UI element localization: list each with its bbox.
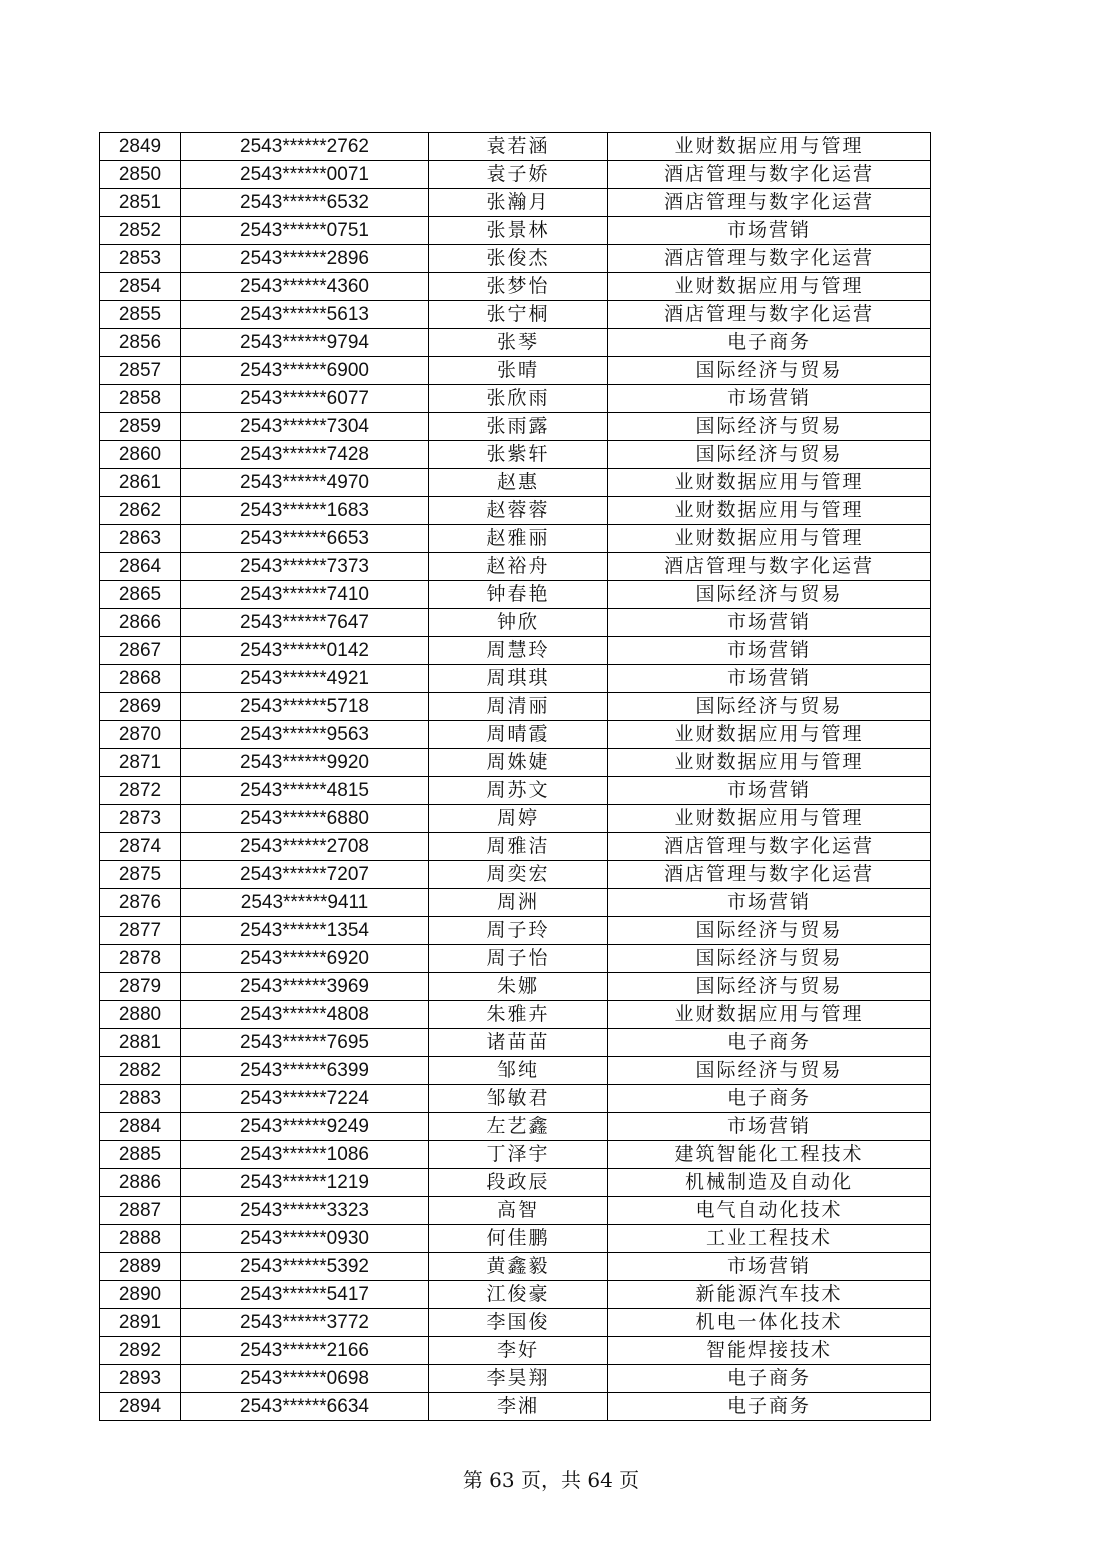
student-name-cell: 张晴 bbox=[429, 357, 608, 385]
masked-id-cell: 2543******7207 bbox=[181, 861, 429, 889]
major-cell: 国际经济与贸易 bbox=[608, 945, 931, 973]
masked-id-cell: 2543******6880 bbox=[181, 805, 429, 833]
masked-id-cell: 2543******5613 bbox=[181, 301, 429, 329]
table-row bbox=[100, 497, 931, 525]
masked-id-cell: 2543******7373 bbox=[181, 553, 429, 581]
row-number-cell: 2860 bbox=[100, 441, 181, 469]
row-number-cell: 2872 bbox=[100, 777, 181, 805]
table-row bbox=[100, 777, 931, 805]
student-name-cell: 周清丽 bbox=[429, 693, 608, 721]
table-row bbox=[100, 329, 931, 357]
row-number-cell: 2857 bbox=[100, 357, 181, 385]
masked-id-cell: 2543******1086 bbox=[181, 1141, 429, 1169]
masked-id-cell: 2543******4815 bbox=[181, 777, 429, 805]
student-name-cell: 左艺鑫 bbox=[429, 1113, 608, 1141]
table-row bbox=[100, 133, 931, 161]
masked-id-cell: 2543******2166 bbox=[181, 1337, 429, 1365]
row-number-cell: 2877 bbox=[100, 917, 181, 945]
row-number-cell: 2859 bbox=[100, 413, 181, 441]
masked-id-cell: 2543******1354 bbox=[181, 917, 429, 945]
page-number-footer: 第 63 页，共 64 页 bbox=[462, 1468, 640, 1492]
masked-id-cell: 2543******6399 bbox=[181, 1057, 429, 1085]
student-name-cell: 周苏文 bbox=[429, 777, 608, 805]
major-cell: 市场营销 bbox=[608, 1113, 931, 1141]
table-row bbox=[100, 1253, 931, 1281]
row-number-cell: 2879 bbox=[100, 973, 181, 1001]
major-cell: 业财数据应用与管理 bbox=[608, 721, 931, 749]
masked-id-cell: 2543******0698 bbox=[181, 1365, 429, 1393]
row-number-cell: 2852 bbox=[100, 217, 181, 245]
table-row bbox=[100, 945, 931, 973]
row-number-cell: 2891 bbox=[100, 1309, 181, 1337]
major-cell: 机械制造及自动化 bbox=[608, 1169, 931, 1197]
masked-id-cell: 2543******2762 bbox=[181, 133, 429, 161]
masked-id-cell: 2543******9794 bbox=[181, 329, 429, 357]
masked-id-cell: 2543******4970 bbox=[181, 469, 429, 497]
student-name-cell: 张瀚月 bbox=[429, 189, 608, 217]
table-row bbox=[100, 665, 931, 693]
masked-id-cell: 2543******4360 bbox=[181, 273, 429, 301]
student-name-cell: 张梦怡 bbox=[429, 273, 608, 301]
table-row bbox=[100, 1029, 931, 1057]
masked-id-cell: 2543******9249 bbox=[181, 1113, 429, 1141]
major-cell: 业财数据应用与管理 bbox=[608, 805, 931, 833]
table-row bbox=[100, 1337, 931, 1365]
major-cell: 市场营销 bbox=[608, 889, 931, 917]
student-name-cell: 张雨露 bbox=[429, 413, 608, 441]
masked-id-cell: 2543******0071 bbox=[181, 161, 429, 189]
student-name-cell: 钟欣 bbox=[429, 609, 608, 637]
major-cell: 国际经济与贸易 bbox=[608, 973, 931, 1001]
table-row bbox=[100, 889, 931, 917]
student-name-cell: 黄鑫毅 bbox=[429, 1253, 608, 1281]
major-cell: 电气自动化技术 bbox=[608, 1197, 931, 1225]
student-name-cell: 周姝婕 bbox=[429, 749, 608, 777]
table-row bbox=[100, 833, 931, 861]
masked-id-cell: 2543******0751 bbox=[181, 217, 429, 245]
major-cell: 酒店管理与数字化运营 bbox=[608, 245, 931, 273]
row-number-cell: 2890 bbox=[100, 1281, 181, 1309]
student-name-cell: 邹纯 bbox=[429, 1057, 608, 1085]
table-row bbox=[100, 1141, 931, 1169]
row-number-cell: 2856 bbox=[100, 329, 181, 357]
row-number-cell: 2881 bbox=[100, 1029, 181, 1057]
major-cell: 业财数据应用与管理 bbox=[608, 497, 931, 525]
row-number-cell: 2866 bbox=[100, 609, 181, 637]
row-number-cell: 2893 bbox=[100, 1365, 181, 1393]
row-number-cell: 2854 bbox=[100, 273, 181, 301]
table-row bbox=[100, 385, 931, 413]
student-name-cell: 丁泽宇 bbox=[429, 1141, 608, 1169]
table-row bbox=[100, 749, 931, 777]
student-name-cell: 周洲 bbox=[429, 889, 608, 917]
masked-id-cell: 2543******3772 bbox=[181, 1309, 429, 1337]
row-number-cell: 2871 bbox=[100, 749, 181, 777]
table-row bbox=[100, 161, 931, 189]
row-number-cell: 2858 bbox=[100, 385, 181, 413]
major-cell: 国际经济与贸易 bbox=[608, 1057, 931, 1085]
major-cell: 新能源汽车技术 bbox=[608, 1281, 931, 1309]
table-row bbox=[100, 553, 931, 581]
student-name-cell: 周雅洁 bbox=[429, 833, 608, 861]
major-cell: 建筑智能化工程技术 bbox=[608, 1141, 931, 1169]
masked-id-cell: 2543******7428 bbox=[181, 441, 429, 469]
student-name-cell: 李国俊 bbox=[429, 1309, 608, 1337]
student-name-cell: 邹敏君 bbox=[429, 1085, 608, 1113]
row-number-cell: 2883 bbox=[100, 1085, 181, 1113]
table-row bbox=[100, 581, 931, 609]
roster-table-body bbox=[100, 133, 931, 1421]
student-name-cell: 张景林 bbox=[429, 217, 608, 245]
student-name-cell: 朱娜 bbox=[429, 973, 608, 1001]
student-name-cell: 赵蓉蓉 bbox=[429, 497, 608, 525]
masked-id-cell: 2543******6077 bbox=[181, 385, 429, 413]
row-number-cell: 2884 bbox=[100, 1113, 181, 1141]
masked-id-cell: 2543******6634 bbox=[181, 1393, 429, 1421]
table-row bbox=[100, 693, 931, 721]
masked-id-cell: 2543******7224 bbox=[181, 1085, 429, 1113]
row-number-cell: 2875 bbox=[100, 861, 181, 889]
masked-id-cell: 2543******6532 bbox=[181, 189, 429, 217]
row-number-cell: 2894 bbox=[100, 1393, 181, 1421]
major-cell: 酒店管理与数字化运营 bbox=[608, 301, 931, 329]
student-name-cell: 张宁桐 bbox=[429, 301, 608, 329]
major-cell: 业财数据应用与管理 bbox=[608, 525, 931, 553]
major-cell: 国际经济与贸易 bbox=[608, 917, 931, 945]
row-number-cell: 2861 bbox=[100, 469, 181, 497]
table-row bbox=[100, 441, 931, 469]
row-number-cell: 2865 bbox=[100, 581, 181, 609]
student-name-cell: 朱雅卉 bbox=[429, 1001, 608, 1029]
major-cell: 工业工程技术 bbox=[608, 1225, 931, 1253]
major-cell: 国际经济与贸易 bbox=[608, 693, 931, 721]
table-row bbox=[100, 1085, 931, 1113]
major-cell: 国际经济与贸易 bbox=[608, 581, 931, 609]
row-number-cell: 2880 bbox=[100, 1001, 181, 1029]
major-cell: 智能焊接技术 bbox=[608, 1337, 931, 1365]
table-row bbox=[100, 637, 931, 665]
student-name-cell: 张俊杰 bbox=[429, 245, 608, 273]
row-number-cell: 2882 bbox=[100, 1057, 181, 1085]
major-cell: 电子商务 bbox=[608, 1029, 931, 1057]
table-row bbox=[100, 917, 931, 945]
row-number-cell: 2855 bbox=[100, 301, 181, 329]
student-name-cell: 李昊翔 bbox=[429, 1365, 608, 1393]
student-name-cell: 袁若涵 bbox=[429, 133, 608, 161]
table-row bbox=[100, 1225, 931, 1253]
student-name-cell: 张欣雨 bbox=[429, 385, 608, 413]
table-row bbox=[100, 189, 931, 217]
table-row bbox=[100, 301, 931, 329]
row-number-cell: 2892 bbox=[100, 1337, 181, 1365]
row-number-cell: 2868 bbox=[100, 665, 181, 693]
row-number-cell: 2853 bbox=[100, 245, 181, 273]
student-name-cell: 周子玲 bbox=[429, 917, 608, 945]
masked-id-cell: 2543******3969 bbox=[181, 973, 429, 1001]
masked-id-cell: 2543******0142 bbox=[181, 637, 429, 665]
masked-id-cell: 2543******5417 bbox=[181, 1281, 429, 1309]
major-cell: 国际经济与贸易 bbox=[608, 413, 931, 441]
major-cell: 市场营销 bbox=[608, 385, 931, 413]
table-row bbox=[100, 1281, 931, 1309]
masked-id-cell: 2543******2896 bbox=[181, 245, 429, 273]
major-cell: 市场营销 bbox=[608, 777, 931, 805]
row-number-cell: 2850 bbox=[100, 161, 181, 189]
row-number-cell: 2862 bbox=[100, 497, 181, 525]
row-number-cell: 2886 bbox=[100, 1169, 181, 1197]
table-row bbox=[100, 273, 931, 301]
major-cell: 机电一体化技术 bbox=[608, 1309, 931, 1337]
major-cell: 国际经济与贸易 bbox=[608, 441, 931, 469]
table-row bbox=[100, 1113, 931, 1141]
row-number-cell: 2849 bbox=[100, 133, 181, 161]
masked-id-cell: 2543******9920 bbox=[181, 749, 429, 777]
row-number-cell: 2889 bbox=[100, 1253, 181, 1281]
student-name-cell: 江俊豪 bbox=[429, 1281, 608, 1309]
masked-id-cell: 2543******4808 bbox=[181, 1001, 429, 1029]
student-name-cell: 诸苗苗 bbox=[429, 1029, 608, 1057]
student-name-cell: 李湘 bbox=[429, 1393, 608, 1421]
table-row bbox=[100, 1057, 931, 1085]
table-row bbox=[100, 469, 931, 497]
masked-id-cell: 2543******1219 bbox=[181, 1169, 429, 1197]
table-row bbox=[100, 1197, 931, 1225]
table-row bbox=[100, 1393, 931, 1421]
major-cell: 酒店管理与数字化运营 bbox=[608, 861, 931, 889]
student-name-cell: 赵惠 bbox=[429, 469, 608, 497]
masked-id-cell: 2543******2708 bbox=[181, 833, 429, 861]
major-cell: 电子商务 bbox=[608, 1365, 931, 1393]
masked-id-cell: 2543******5718 bbox=[181, 693, 429, 721]
row-number-cell: 2863 bbox=[100, 525, 181, 553]
major-cell: 业财数据应用与管理 bbox=[608, 133, 931, 161]
masked-id-cell: 2543******7410 bbox=[181, 581, 429, 609]
major-cell: 市场营销 bbox=[608, 665, 931, 693]
masked-id-cell: 2543******3323 bbox=[181, 1197, 429, 1225]
student-name-cell: 李好 bbox=[429, 1337, 608, 1365]
table-row bbox=[100, 609, 931, 637]
major-cell: 酒店管理与数字化运营 bbox=[608, 161, 931, 189]
major-cell: 业财数据应用与管理 bbox=[608, 273, 931, 301]
table-row bbox=[100, 1309, 931, 1337]
masked-id-cell: 2543******5392 bbox=[181, 1253, 429, 1281]
major-cell: 国际经济与贸易 bbox=[608, 357, 931, 385]
student-name-cell: 高智 bbox=[429, 1197, 608, 1225]
major-cell: 酒店管理与数字化运营 bbox=[608, 189, 931, 217]
student-name-cell: 周慧玲 bbox=[429, 637, 608, 665]
table-row bbox=[100, 973, 931, 1001]
row-number-cell: 2887 bbox=[100, 1197, 181, 1225]
masked-id-cell: 2543******1683 bbox=[181, 497, 429, 525]
major-cell: 市场营销 bbox=[608, 637, 931, 665]
row-number-cell: 2864 bbox=[100, 553, 181, 581]
major-cell: 市场营销 bbox=[608, 217, 931, 245]
table-row bbox=[100, 1365, 931, 1393]
student-name-cell: 周婷 bbox=[429, 805, 608, 833]
student-name-cell: 赵裕舟 bbox=[429, 553, 608, 581]
masked-id-cell: 2543******7647 bbox=[181, 609, 429, 637]
row-number-cell: 2874 bbox=[100, 833, 181, 861]
table-row bbox=[100, 217, 931, 245]
student-name-cell: 钟春艳 bbox=[429, 581, 608, 609]
major-cell: 酒店管理与数字化运营 bbox=[608, 553, 931, 581]
table-row bbox=[100, 805, 931, 833]
masked-id-cell: 2543******9563 bbox=[181, 721, 429, 749]
table-row bbox=[100, 1169, 931, 1197]
major-cell: 市场营销 bbox=[608, 609, 931, 637]
row-number-cell: 2870 bbox=[100, 721, 181, 749]
table-row bbox=[100, 357, 931, 385]
student-name-cell: 段政辰 bbox=[429, 1169, 608, 1197]
major-cell: 业财数据应用与管理 bbox=[608, 749, 931, 777]
student-name-cell: 张琴 bbox=[429, 329, 608, 357]
table-row bbox=[100, 721, 931, 749]
student-name-cell: 张紫轩 bbox=[429, 441, 608, 469]
major-cell: 市场营销 bbox=[608, 1253, 931, 1281]
masked-id-cell: 2543******7304 bbox=[181, 413, 429, 441]
masked-id-cell: 2543******0930 bbox=[181, 1225, 429, 1253]
table-row bbox=[100, 861, 931, 889]
student-roster-table bbox=[99, 132, 931, 1421]
student-name-cell: 赵雅丽 bbox=[429, 525, 608, 553]
row-number-cell: 2888 bbox=[100, 1225, 181, 1253]
masked-id-cell: 2543******7695 bbox=[181, 1029, 429, 1057]
row-number-cell: 2873 bbox=[100, 805, 181, 833]
student-name-cell: 周晴霞 bbox=[429, 721, 608, 749]
student-name-cell: 袁子娇 bbox=[429, 161, 608, 189]
table-row bbox=[100, 413, 931, 441]
masked-id-cell: 2543******6900 bbox=[181, 357, 429, 385]
row-number-cell: 2869 bbox=[100, 693, 181, 721]
table-row bbox=[100, 1001, 931, 1029]
major-cell: 电子商务 bbox=[608, 329, 931, 357]
masked-id-cell: 2543******6920 bbox=[181, 945, 429, 973]
major-cell: 酒店管理与数字化运营 bbox=[608, 833, 931, 861]
masked-id-cell: 2543******9411 bbox=[181, 889, 429, 917]
row-number-cell: 2851 bbox=[100, 189, 181, 217]
row-number-cell: 2885 bbox=[100, 1141, 181, 1169]
table-row bbox=[100, 525, 931, 553]
student-name-cell: 周奕宏 bbox=[429, 861, 608, 889]
row-number-cell: 2876 bbox=[100, 889, 181, 917]
masked-id-cell: 2543******4921 bbox=[181, 665, 429, 693]
masked-id-cell: 2543******6653 bbox=[181, 525, 429, 553]
student-name-cell: 周琪琪 bbox=[429, 665, 608, 693]
major-cell: 电子商务 bbox=[608, 1085, 931, 1113]
table-row bbox=[100, 245, 931, 273]
row-number-cell: 2867 bbox=[100, 637, 181, 665]
student-name-cell: 周子怡 bbox=[429, 945, 608, 973]
major-cell: 业财数据应用与管理 bbox=[608, 469, 931, 497]
student-name-cell: 何佳鹏 bbox=[429, 1225, 608, 1253]
major-cell: 电子商务 bbox=[608, 1393, 931, 1421]
major-cell: 业财数据应用与管理 bbox=[608, 1001, 931, 1029]
row-number-cell: 2878 bbox=[100, 945, 181, 973]
